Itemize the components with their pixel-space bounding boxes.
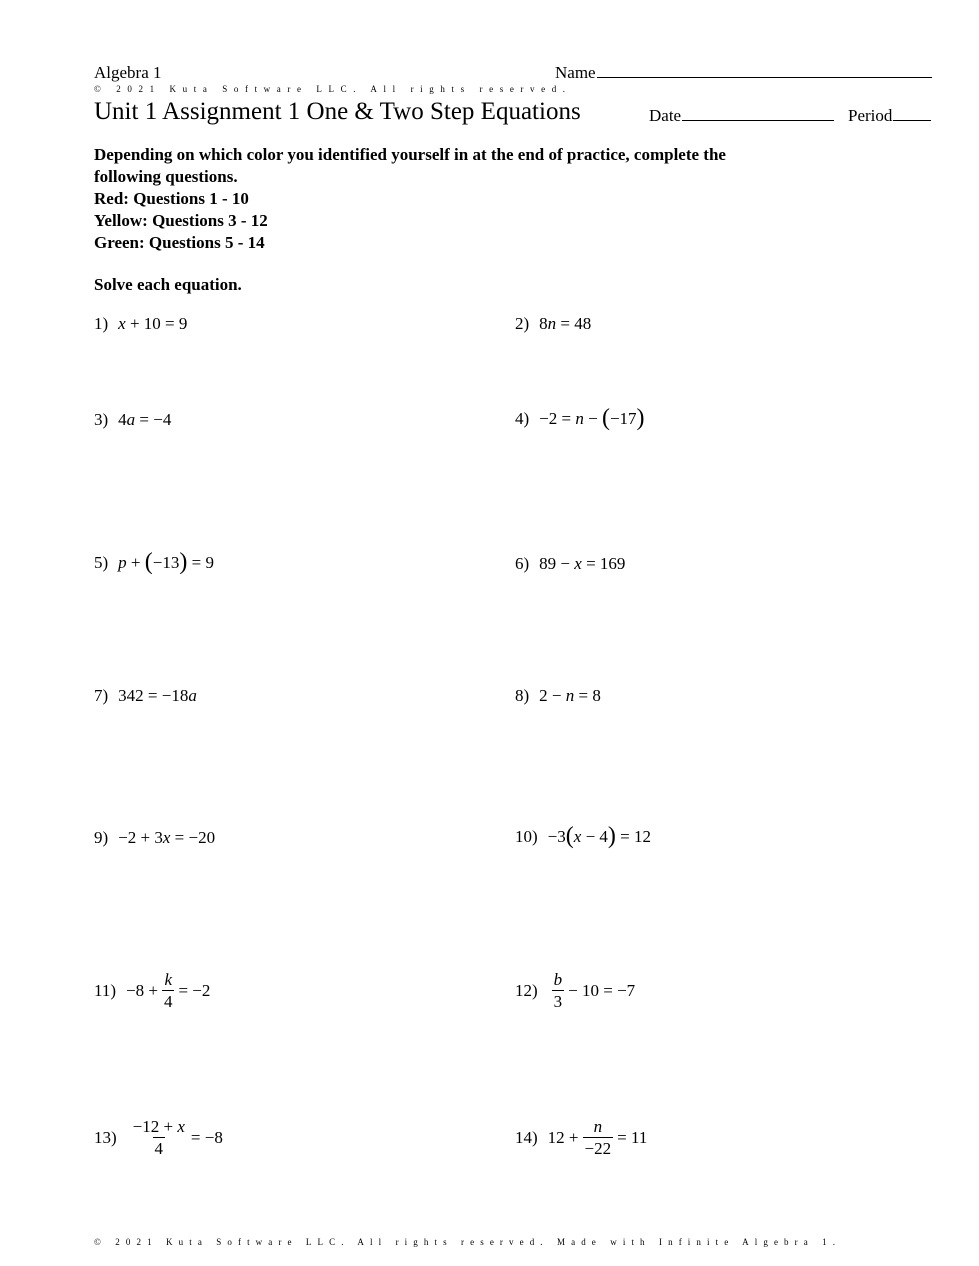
equation: −8 + $\frac{k}{4}$ = −2 [126,970,211,1011]
instructions-red: Red: Questions 1 - 10 [94,189,249,208]
equation: $\frac{b}{3}$ − 10 = −7 [553,970,636,1011]
equation: −3 ( x − 4 ) = 12 [547,823,651,849]
question-3 [94,410,171,430]
question-13 [94,1118,223,1157]
question-number: 8) [515,686,530,705]
question-number: 14) [515,1127,538,1147]
copyright-top: © 2021 Kuta Software LLC. All rights reserved. [94,84,572,94]
equation: $\frac{-12 + x}{4}$ = −8 [132,1117,223,1158]
question-5 [94,551,214,575]
period-field[interactable] [848,106,931,126]
question-number: 11) [94,980,117,1000]
directive: Solve each equation. [94,275,242,294]
equation: p + ( −13 ) = 9 [118,549,214,575]
fraction: $\frac{n}{-22}$ [584,1117,612,1158]
question-number: 10) [515,827,538,846]
question-number: 6) [515,554,530,573]
equation: −2 + 3 x = −20 [118,828,216,847]
date-field[interactable] [649,106,834,126]
period-label: Period [848,106,893,125]
fraction: $\frac{b}{3}$ [553,970,563,1011]
fraction: $\frac{-12 + x}{4}$ [132,1117,185,1158]
question-14 [515,1118,647,1157]
question-number: 2) [515,314,530,333]
date-label: Date [649,106,682,125]
question-2 [515,314,591,334]
instructions [94,144,854,254]
question-12 [515,971,635,1010]
course-name: Algebra 1 [94,63,162,82]
question-6 [515,554,625,574]
equation: −2 = n − ( −17 ) [539,405,645,431]
question-7 [94,686,197,706]
question-9 [94,828,215,848]
question-11 [94,971,210,1010]
equation: x + 10 = 9 [118,314,188,333]
instructions-line2: following questions. [94,167,238,186]
equation: 89 − x = 169 [539,554,626,573]
question-number: 13) [94,1127,117,1147]
question-number: 9) [94,828,109,847]
question-10 [515,825,651,849]
instructions-yellow: Yellow: Questions 3 - 12 [94,211,268,230]
question-8 [515,686,601,706]
equation: 8 n = 48 [539,314,592,333]
question-number: 4) [515,409,530,428]
worksheet-title: Unit 1 Assignment 1 One & Two Step Equations [94,98,581,125]
question-number: 7) [94,686,109,705]
question-1 [94,314,187,334]
question-number: 5) [94,553,109,572]
fraction: $\frac{k}{4}$ [163,970,173,1011]
instructions-green: Green: Questions 5 - 14 [94,233,265,252]
question-number: 12) [515,980,538,1000]
equation: 342 = −18 a [118,686,197,705]
instructions-line1: Depending on which color you identified yourself in at the end of practice, complete the [94,145,726,164]
equation: 2 − n = 8 [539,686,601,705]
name-label: Name [555,63,596,82]
equation: 12 + $\frac{n}{-22}$ = 11 [547,1117,648,1158]
question-number: 1) [94,314,109,333]
footer-copyright: © 2021 Kuta Software LLC. All rights reserved. Made with Infinite Algebra 1. [94,1237,842,1247]
question-4 [515,407,645,431]
equation: 4 a = −4 [118,410,172,429]
question-number: 3) [94,410,109,429]
name-field[interactable] [555,63,932,83]
